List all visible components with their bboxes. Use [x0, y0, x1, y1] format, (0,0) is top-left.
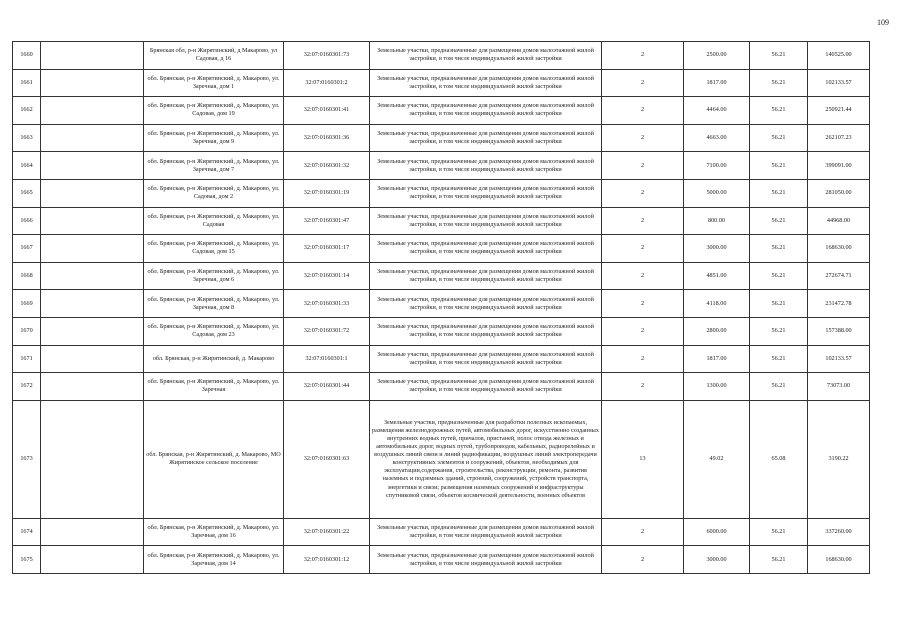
row-area: 2800.00	[684, 317, 750, 345]
row-cadastral-number: 32:07:0160301:14	[284, 262, 370, 290]
table-row	[13, 373, 870, 401]
row-rate: 56.21	[750, 235, 808, 263]
table-row	[13, 518, 870, 546]
row-number: 1665	[13, 179, 41, 207]
row-address: обл. Брянская, р-н Жирятинский, д. Макарово, ул. Заречная, дом 6	[144, 262, 284, 290]
row-cadastral-value: 262107.23	[808, 124, 870, 152]
row-empty-cell	[41, 262, 144, 290]
row-cadastral-number: 32:07:0160301:44	[284, 373, 370, 401]
table-row	[13, 290, 870, 318]
row-group-code: 2	[602, 207, 684, 235]
row-number: 1672	[13, 373, 41, 401]
row-cadastral-value: 168630.00	[808, 235, 870, 263]
row-area: 6000.00	[684, 518, 750, 546]
row-area: 4663.00	[684, 124, 750, 152]
row-number: 1675	[13, 546, 41, 574]
row-area: 1817.00	[684, 69, 750, 97]
table-row	[13, 345, 870, 373]
row-empty-cell	[41, 400, 144, 518]
row-cadastral-number: 32:07:0160301:72	[284, 317, 370, 345]
row-land-purpose: Земельные участки, предназначенные для размещения домов малоэтажной жилой застройки, в том числе индивидуальной жилой застройки	[370, 179, 602, 207]
row-empty-cell	[41, 124, 144, 152]
row-cadastral-number: 32:07:0160301:1	[284, 345, 370, 373]
row-group-code: 2	[602, 317, 684, 345]
row-address: обл. Брянская, р-н Жирятинский, д. Макарово, ул. Заречная, дом 1	[144, 69, 284, 97]
row-land-purpose: Земельные участки, предназначенные для размещения домов малоэтажной жилой застройки, в том числе индивидуальной жилой застройки	[370, 124, 602, 152]
row-number: 1662	[13, 97, 41, 125]
row-cadastral-value: 157388.00	[808, 317, 870, 345]
row-land-purpose: Земельные участки, предназначенные для размещения домов малоэтажной жилой застройки, в том числе индивидуальной жилой застройки	[370, 235, 602, 263]
row-area: 4851.00	[684, 262, 750, 290]
table-row	[13, 179, 870, 207]
row-group-code: 2	[602, 179, 684, 207]
row-group-code: 2	[602, 124, 684, 152]
row-cadastral-number: 32:07:0160301:2	[284, 69, 370, 97]
row-area: 4464.00	[684, 97, 750, 125]
table-row	[13, 152, 870, 180]
row-area: 3000.00	[684, 235, 750, 263]
row-group-code: 2	[602, 262, 684, 290]
land-registry-table	[12, 41, 870, 574]
row-cadastral-value: 272674.71	[808, 262, 870, 290]
row-rate: 56.21	[750, 69, 808, 97]
row-address: Брянская обл, р-н Жирятинский, д Макарово, ул Садовая, д 16	[144, 42, 284, 70]
row-land-purpose: Земельные участки, предназначенные для размещения домов малоэтажной жилой застройки, в том числе индивидуальной жилой застройки	[370, 317, 602, 345]
row-empty-cell	[41, 152, 144, 180]
row-address: обл. Брянская, р-н Жирятинский, д. Макарово	[144, 345, 284, 373]
row-number: 1660	[13, 42, 41, 70]
row-group-code: 2	[602, 345, 684, 373]
row-group-code: 2	[602, 152, 684, 180]
row-land-purpose: Земельные участки, предназначенные для размещения домов малоэтажной жилой застройки, в том числе индивидуальной жилой застройки	[370, 97, 602, 125]
row-address: обл. Брянская, р-н Жирятинский, д. Макарово, ул. Заречная, дом 14	[144, 546, 284, 574]
row-number: 1674	[13, 518, 41, 546]
row-rate: 56.21	[750, 262, 808, 290]
row-cadastral-value: 231472.78	[808, 290, 870, 318]
row-land-purpose: Земельные участки, предназначенные для размещения домов малоэтажной жилой застройки, в том числе индивидуальной жилой застройки	[370, 42, 602, 70]
row-group-code: 2	[602, 546, 684, 574]
table-row	[13, 97, 870, 125]
row-cadastral-number: 32:07:0160301:47	[284, 207, 370, 235]
row-number: 1668	[13, 262, 41, 290]
row-cadastral-value: 140525.00	[808, 42, 870, 70]
row-cadastral-value: 250921.44	[808, 97, 870, 125]
row-address: обл. Брянская, р-н Жирятинский, д. Макарово, ул. Заречная, дом 16	[144, 518, 284, 546]
row-group-code: 2	[602, 69, 684, 97]
row-number: 1661	[13, 69, 41, 97]
row-address: обл. Брянская, р-н Жирятинский, д. Макарово, ул. Садовая	[144, 207, 284, 235]
row-cadastral-value: 73073.00	[808, 373, 870, 401]
page-number: 109	[877, 18, 889, 27]
row-rate: 56.21	[750, 290, 808, 318]
row-empty-cell	[41, 290, 144, 318]
row-group-code: 13	[602, 400, 684, 518]
row-empty-cell	[41, 42, 144, 70]
row-land-purpose: Земельные участки, предназначенные для размещения домов малоэтажной жилой застройки, в том числе индивидуальной жилой застройки	[370, 345, 602, 373]
row-cadastral-value: 168630.00	[808, 546, 870, 574]
row-number: 1670	[13, 317, 41, 345]
row-cadastral-value: 337260.00	[808, 518, 870, 546]
row-group-code: 2	[602, 373, 684, 401]
row-rate: 56.21	[750, 97, 808, 125]
row-land-purpose: Земельные участки, предназначенные для размещения домов малоэтажной жилой застройки, в том числе индивидуальной жилой застройки	[370, 373, 602, 401]
row-group-code: 2	[602, 518, 684, 546]
row-number: 1664	[13, 152, 41, 180]
row-empty-cell	[41, 235, 144, 263]
table-row	[13, 400, 870, 518]
row-land-purpose: Земельные участки, предназначенные для размещения домов малоэтажной жилой застройки, в том числе индивидуальной жилой застройки	[370, 518, 602, 546]
row-address: обл. Брянская, р-н Жирятинский, д. Макарово, ул. Садовая, дом 2	[144, 179, 284, 207]
row-cadastral-value: 102133.57	[808, 69, 870, 97]
row-land-purpose: Земельные участки, предназначенные для разработки полезных ископаемых, размещения железнодорожных путей, автомобильных дорог, искусственно созданных внутренних водных путей, причалов, пристаней, полос отвода железных и автомобильных дорог, водных путей, трубопроводов, кабельных, радиорелейных и воздушных линий связи и линий радиофикации, воздушных линий электропередачи конструктивных элементов и сооружений, объектов, необходимых для эксплуатации,содержания, строительства, реконструкции, ремонта, развития наземных и подземных зданий, строений, сооружений, устройств транспорта, энергетики и связи; размещения наземных сооружений и инфраструктуры спутниковой связи, объектов космической деятельности, военных объектов	[370, 400, 602, 518]
row-land-purpose: Земельные участки, предназначенные для размещения домов малоэтажной жилой застройки, в том числе индивидуальной жилой застройки	[370, 262, 602, 290]
row-empty-cell	[41, 518, 144, 546]
row-empty-cell	[41, 207, 144, 235]
table-row	[13, 235, 870, 263]
row-address: обл. Брянская, р-н Жирятинский, д. Макарово, ул. Заречная, дом 8	[144, 290, 284, 318]
table-row	[13, 69, 870, 97]
row-empty-cell	[41, 546, 144, 574]
row-empty-cell	[41, 69, 144, 97]
row-empty-cell	[41, 317, 144, 345]
row-number: 1667	[13, 235, 41, 263]
row-area: 2500.00	[684, 42, 750, 70]
row-cadastral-value: 281050.00	[808, 179, 870, 207]
row-area: 3000.00	[684, 546, 750, 574]
row-area: 49.02	[684, 400, 750, 518]
row-cadastral-number: 32:07:0160301:63	[284, 400, 370, 518]
row-cadastral-number: 32:07:0160301:41	[284, 97, 370, 125]
row-number: 1669	[13, 290, 41, 318]
row-land-purpose: Земельные участки, предназначенные для размещения домов малоэтажной жилой застройки, в том числе индивидуальной жилой застройки	[370, 546, 602, 574]
row-cadastral-value: 44968.00	[808, 207, 870, 235]
row-group-code: 2	[602, 290, 684, 318]
row-land-purpose: Земельные участки, предназначенные для размещения домов малоэтажной жилой застройки, в том числе индивидуальной жилой застройки	[370, 207, 602, 235]
row-area: 7100.00	[684, 152, 750, 180]
row-cadastral-number: 32:07:0160301:36	[284, 124, 370, 152]
row-area: 1300.00	[684, 373, 750, 401]
row-cadastral-number: 32:07:0160301:32	[284, 152, 370, 180]
row-group-code: 2	[602, 42, 684, 70]
row-group-code: 2	[602, 235, 684, 263]
row-land-purpose: Земельные участки, предназначенные для размещения домов малоэтажной жилой застройки, в том числе индивидуальной жилой застройки	[370, 152, 602, 180]
row-address: обл. Брянская, р-н Жирятинский, д. Макарово, МО Жирятинское сельское поселение	[144, 400, 284, 518]
row-cadastral-value: 3190.22	[808, 400, 870, 518]
row-empty-cell	[41, 345, 144, 373]
row-land-purpose: Земельные участки, предназначенные для размещения домов малоэтажной жилой застройки, в том числе индивидуальной жилой застройки	[370, 290, 602, 318]
table-row	[13, 42, 870, 70]
row-number: 1666	[13, 207, 41, 235]
row-address: обл. Брянская, р-н Жирятинский, д. Макарово, ул. Заречная, дом 7	[144, 152, 284, 180]
table-row	[13, 546, 870, 574]
table-row	[13, 124, 870, 152]
row-rate: 56.21	[750, 42, 808, 70]
row-address: обл. Брянская, р-н Жирятинский, д. Макарово, ул. Заречная	[144, 373, 284, 401]
row-cadastral-value: 102133.57	[808, 345, 870, 373]
row-rate: 56.21	[750, 518, 808, 546]
row-cadastral-number: 32:07:0160301:73	[284, 42, 370, 70]
row-empty-cell	[41, 179, 144, 207]
row-cadastral-number: 32:07:0160301:17	[284, 235, 370, 263]
row-rate: 56.21	[750, 546, 808, 574]
row-cadastral-number: 32:07:0160301:22	[284, 518, 370, 546]
row-rate: 56.21	[750, 179, 808, 207]
row-empty-cell	[41, 373, 144, 401]
row-area: 5000.00	[684, 179, 750, 207]
row-address: обл. Брянская, р-н Жирятинский, д. Макарово, ул. Заречная, дом 9	[144, 124, 284, 152]
table-row	[13, 317, 870, 345]
row-rate: 56.21	[750, 373, 808, 401]
row-rate: 56.21	[750, 152, 808, 180]
row-cadastral-number: 32:07:0160301:19	[284, 179, 370, 207]
row-address: обл. Брянская, р-н Жирятинский, д. Макарово, ул. Садовая, дом 23	[144, 317, 284, 345]
row-empty-cell	[41, 97, 144, 125]
row-address: обл. Брянская, р-н Жирятинский, д. Макарово, ул. Садовая, дом 19	[144, 97, 284, 125]
row-cadastral-value: 399091.00	[808, 152, 870, 180]
row-cadastral-number: 32:07:0160301:33	[284, 290, 370, 318]
row-address: обл. Брянская, р-н Жирятинский, д. Макарово, ул. Садовая, дом 15	[144, 235, 284, 263]
row-rate: 56.21	[750, 207, 808, 235]
row-area: 4118.00	[684, 290, 750, 318]
row-cadastral-number: 32:07:0160301:12	[284, 546, 370, 574]
row-rate: 56.21	[750, 345, 808, 373]
row-rate: 56.21	[750, 317, 808, 345]
row-rate: 65.08	[750, 400, 808, 518]
row-number: 1663	[13, 124, 41, 152]
row-group-code: 2	[602, 97, 684, 125]
row-number: 1673	[13, 400, 41, 518]
table-row	[13, 207, 870, 235]
row-area: 1817.00	[684, 345, 750, 373]
row-land-purpose: Земельные участки, предназначенные для размещения домов малоэтажной жилой застройки, в том числе индивидуальной жилой застройки	[370, 69, 602, 97]
table-row	[13, 262, 870, 290]
table-body	[13, 42, 870, 574]
row-rate: 56.21	[750, 124, 808, 152]
row-number: 1671	[13, 345, 41, 373]
row-area: 800.00	[684, 207, 750, 235]
